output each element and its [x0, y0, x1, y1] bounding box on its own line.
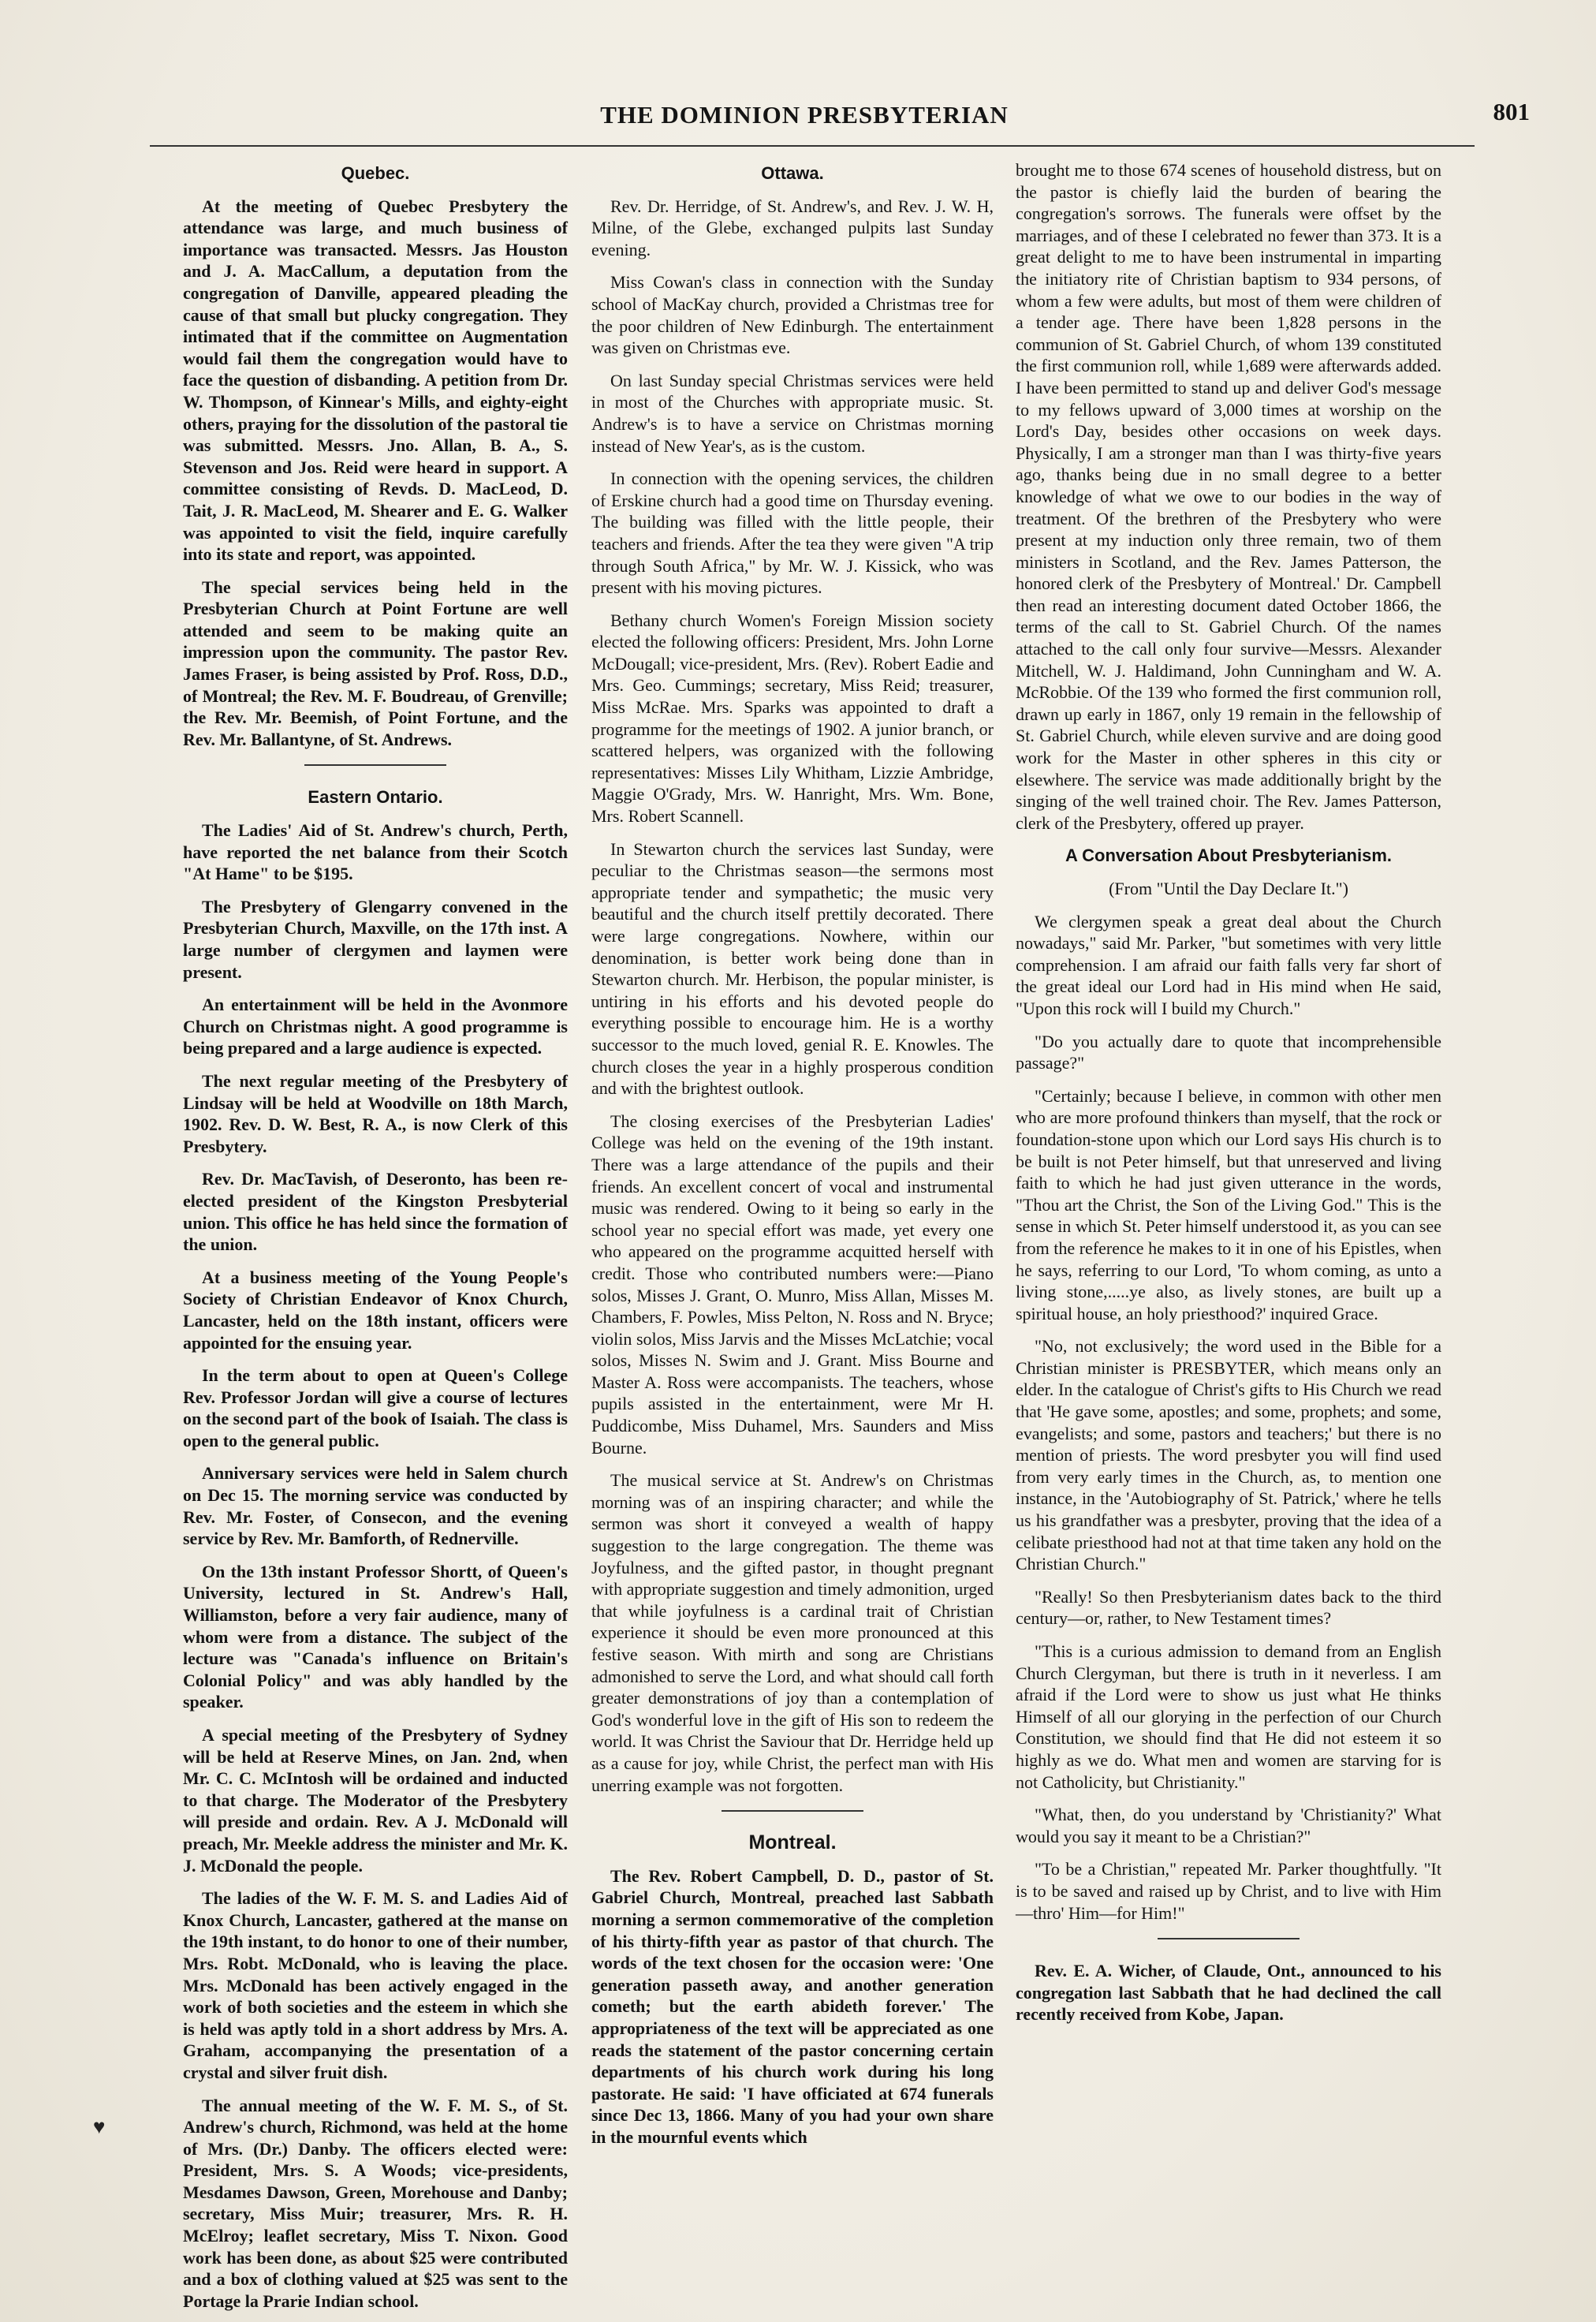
column-middle [591, 159, 994, 2147]
section-divider [1158, 1938, 1300, 1939]
paragraph: The special services being held in the Presbyterian Church at Point Fortune are well attended and seem to be making quite an impression upon the community. The pastor Rev. James Fraser, is being assisted by Prof. Ross, D.D., of Montreal; the Rev. M. F. Boudreau, of Grenville; the Rev. Mr. Beemish, of Point Fortune, and the Rev. Mr. Ballantyne, of St. Andrews. [183, 577, 568, 749]
ink-spot-icon: ♥ [93, 2115, 106, 2138]
paragraph: Rev. E. A. Wicher, of Claude, Ont., announced to his congregation last Sabbath that he had declined the call recently received from Kobe, Japan. [1016, 1961, 1441, 2025]
paragraph: At the meeting of Quebec Presbytery the attendance was large, and much business of importance was transacted. Messrs. Jas Houston and J. A. MacCallum, a deputation from the congregation of Danville, appeared pleading the cause of that small but plucky congregation. They intimated that if the committee on Augmentation would fail them the congregation would have to face the question of disbanding. A petition from Dr. W. Thompson, of Kinnear's Mills, and eighty-eight others, praying for the dissolution of the pastoral tie was submitted. Messrs. Jno. Allan, B. A., S. Stevenson and Jos. Reid were heard in support. A committee consisting of Revds. D. MacLeod, D. Tait, J. R. MacLeod, M. Shearer and E. G. Walker was appointed to visit the field, inquire carefully into its state and report, was appointed. [183, 196, 568, 565]
header-rule [150, 145, 1475, 147]
paragraph: An entertainment will be held in the Avonmore Church on Christmas night. A good programme is being prepared and a large audience is expected. [183, 995, 568, 1058]
paragraph: "No, not exclusively; the word used in the Bible for a Christian minister is PRESBYTER, which means only an elder. In the catalogue of Christ's gifts to His Church we read that 'He gave some, apostles; and some, prophets; and some, evangelists; and some, pastors and teachers;' but there is no mention of priests. The word presbyter you will find used from very early times in the Church, as, to mention one instance, in the 'Autobiography of St. Patrick,' where he tells us his grandfather was a presbyter, proving that the idea of a celibate priesthood had not at that time taken any hold on the Christian Church." [1016, 1336, 1441, 1574]
section-subtitle: (From "Until the Day Declare It.") [1109, 879, 1348, 898]
paragraph: "This is a curious admission to demand from an English Church Clergyman, but there is truth in it neverless. I am afraid if the Lord were to show us just what He thinks Himself of all our glorying in the perfection of our Church Constitution, we should find that He did not esteem it so highly as we do. What men and women are starving for is not Catholicity, but Christianity." [1016, 1641, 1441, 1792]
paragraph-continued: brought me to those 674 scenes of household distress, but on the pastor is chiefly laid the burden of bearing the congregation's sorrows. The funerals were offset by the marriages, and of these I celebrated no fewer than 373. It is a great delight to me to have been instrumental in imparting the initiatory rite of Christian baptism to 934 persons, of whom a few were adults, but most of them were children of a tender age. There have been 1,828 persons in the communion of St. Gabriel Church, of whom 139 constituted the first communion roll, while 1,689 were afterwards added. I have been permitted to stand up and deliver God's message to my fellows upward of 3,000 times at worship on the Lord's Day, besides other occasions on week days. Physically, I am a stronger man than I was thirty-five years ago, thanks being due in no small degree to a better knowledge of what we owe to our bodies in the way of treatment. Of the brethren of the Presbytery who were present at my induction only three remain, two of them ministers in Scotland, and the Rev. James Patterson, the honored clerk of the Presbytery of Montreal.' Dr. Campbell then read an interesting document dated October 1866, the terms of the call to St. Gabriel Church. Of the names attached to the call only four survive—Messrs. Alexander Mitchell, W. J. Haldimand, John Cunningham and W. A. McRobbie. Of the 139 who formed the first communion roll, drawn up early in 1867, only 19 remain in the fellowship of St. Gabriel Church, while eleven survive and are doing good work for the Master in other spheres in this city or elsewhere. The service was made additionally bright by the singing of the well trained choir. The Rev. James Patterson, clerk of the Presbytery, offered up prayer. [1016, 160, 1441, 833]
paragraph: A special meeting of the Presbytery of Sydney will be held at Reserve Mines, on Jan. 2nd, when Mr. C. C. McIntosh will be ordained and inducted to that charge. The Moderator of the Presbytery will preside and ordain. Rev. A J. McDonald will preach, Mr. Meekle address the minister and Mr. K. J. McDonald the people. [183, 1725, 568, 1876]
paragraph: "Certainly; because I believe, in common with other men who are more profound thinkers than myself, that the rock or foundation-stone upon which our Lord says His church is to be built is not Peter himself, but that unreserved and living faith to which he had just given utterance in the words, "Thou art the Christ, the Son of the Living God." This is the sense in which St. Peter himself understood it, as you can see from the reference he makes to it in one of his Epistles, when he says, referring to our Lord, 'To whom coming, as unto a living stone,.....ye also, as lively stones, are built up a spiritual house, an holy priesthood?' inquired Grace. [1016, 1085, 1441, 1323]
paragraph: The ladies of the W. F. M. S. and Ladies Aid of Knox Church, Lancaster, gathered at the manse on the 19th instant, to do honor to one of their number, Mrs. Robt. McDonald, who is leaving the place. Mrs. McDonald has been actively engaged in the work of both societies and the esteem in which she is held was aptly told in a short address by Mrs. A. Graham, accompanying the presentation of a crystal and silver fruit dish. [183, 1888, 568, 2082]
paragraph: On last Sunday special Christmas services were held in most of the Churches with appropriate music. St. Andrew's is to have a service on Christmas morning instead of New Year's, as is the custom. [591, 370, 994, 456]
paragraph: Rev. Dr. MacTavish, of Deseronto, has been re-elected president of the Kingston Presbyterial union. This office he has held since the formation of the union. [183, 1169, 568, 1255]
section-heading-conversation: A Conversation About Presbyterianism. [1065, 846, 1392, 866]
paragraph: The closing exercises of the Presbyterian Ladies' College was held on the evening of the 19th instant. There was a large attendance of the pupils and their friends. An excellent concert of vocal and instrumental music was rendered. Owing to it being so early in the school year no special effort was made, yet every one who appeared on the programme acquitted herself with credit. Those who contributed numbers were:—Piano solos, Misses J. Grant, O. Munro, Miss Allan, Misses M. Chambers, F. Powles, Miss Pelton, N. Ross and N. Bryce; violin solos, Miss Jarvis and the Misses McLatchie; vocal solos, Misses N. Swim and J. Grant. Miss Bourne and Master A. Ross were accompanists. The teachers, whose pupils assisted in the entertainment, were Mr H. Puddicombe, Miss Duhamel, Mrs. Saunders and Miss Bourne. [591, 1111, 994, 1458]
paragraph: The next regular meeting of the Presbytery of Lindsay will be held at Woodville on 18th March, 1902. Rev. D. W. Best, R. A., is now Clerk of this Presbytery. [183, 1070, 568, 1156]
paragraph: The Ladies' Aid of St. Andrew's church, Perth, have reported the net balance from their Scotch "At Hame" to be $195. [183, 820, 568, 884]
paragraph: The Presbytery of Glengarry convened in the Presbyterian Church, Maxville, on the 17th inst. A large number of clergymen and laymen were present. [183, 896, 568, 982]
paragraph: "Really! So then Presbyterianism dates back to the third century—or, rather, to New Testament times? [1016, 1586, 1441, 1629]
paragraph: Rev. Dr. Herridge, of St. Andrew's, and Rev. J. W. H, Milne, of the Glebe, exchanged pulpits last Sunday evening. [591, 196, 994, 259]
paragraph: "What, then, do you understand by 'Christianity?' What would you say it meant to be a Christian?" [1016, 1805, 1441, 1846]
section-heading-quebec: Quebec. [341, 163, 410, 183]
section-heading-montreal: Montreal. [748, 1831, 837, 1854]
paragraph: On the 13th instant Professor Shortt, of Queen's University, lectured in St. Andrew's Hall, Williamston, before a very fair audience, many of whom were from a distance. The subject of the lecture was "Canada's influence on Britain's Colonial Policy" and was ably handled by the speaker. [183, 1561, 568, 1712]
paragraph: In the term about to open at Queen's College Rev. Professor Jordan will give a course of lectures on the second part of the book of Isaiah. The class is open to the general public. [183, 1365, 568, 1450]
paragraph: We clergymen speak a great deal about the Church nowadays," said Mr. Parker, "but sometimes with very little comprehension. I am afraid our faith falls very far short of the great ideal our Lord had in His mind when He said, "Upon this rock will I build my Church." [1016, 911, 1441, 1018]
section-heading-eastern-ontario: Eastern Ontario. [308, 787, 443, 808]
paragraph: The annual meeting of the W. F. M. S., of St. Andrew's church, Richmond, was held at the home of Mrs. (Dr.) Danby. The officers elected were: President, Mrs. S. A Woods; vice-presidents, Mesdames Dawson, Green, Morehouse and Danby; secretary, Miss Muir; treasurer, Mrs. R. H. McElroy; leaflet secretary, Miss T. Nixon. Good work has been done, as about $25 were contributed and a box of clothing valued at $25 was sent to the Portage la Prarie Indian school. [183, 2095, 568, 2311]
paragraph: The musical service at St. Andrew's on Christmas morning was of an inspiring character; and while the sermon was short it conveyed a wealth of happy suggestion to the large congregation. The theme was Joyfulness, and the gifted pastor, in thought pregnant with appropriate suggestion and timely admonition, urged that while joyfulness is a cardinal trait of Christian experience it should be even more pronounced at this festive season. With mirth and song are Christians admonished to serve the Lord, and what should call forth greater demonstrations of joy than a contemplation of God's wonderful love in the gift of His son to redeem the world. It was Christ the Saviour that Dr. Herridge held up as a cause for joy, while Christ, the perfect man with His unerring example was not forgotten. [591, 1470, 994, 1795]
section-divider [722, 1810, 863, 1812]
masthead [79, 98, 1530, 139]
paragraph: In Stewarton church the services last Sunday, were peculiar to the Christmas season—the sermons most appropriate tender and sympathetic; the music very beautiful and the church itself prettily decorated. There were large congregations. Nowhere, within our denomination, is better work being done than in Stewarton church. Mr. Herbison, the popular minister, is untiring in his efforts and his devoted people do everything possible to encourage him. He is a worthy successor to the much loved, genial R. E. Knowles. The church closes the year in a highly prosperous condition and with the brightest outlook. [591, 838, 994, 1099]
column-left [183, 159, 568, 2311]
paragraph: "Do you actually dare to quote that incomprehensible passage?" [1016, 1031, 1441, 1073]
paragraph: "To be a Christian," repeated Mr. Parker thoughtfully. "It is to be saved and raised up by Christ, and to live with Him—thro' Him—for Him!" [1016, 1859, 1441, 1923]
paragraph: Miss Cowan's class in connection with the Sunday school of MacKay church, provided a Christmas tree for the poor children of New Edinburgh. The entertainment was given on Christmas eve. [591, 272, 994, 358]
paragraph: In connection with the opening services, the children of Erskine church had a good time on Thursday evening. The building was filled with the little people, their teachers and friends. After the tea they were given "A trip through South Africa," by Mr. W. J. Kissick, who was present with his moving pictures. [591, 469, 994, 598]
publication-title: THE DOMINION PRESBYTERIAN [600, 101, 1009, 129]
paragraph: At a business meeting of the Young People's Society of Christian Endeavor of Knox Church, Lancaster, held on the 18th instant, officers were appointed for the ensuing year. [183, 1267, 568, 1353]
paragraph: Bethany church Women's Foreign Mission society elected the following officers: President, Mrs. John Lorne McDougall; vice-president, Mrs. (Rev). Robert Eadie and Mrs. Geo. Cummings; secretary, Miss Reid; treasurer, Miss McRae. Mrs. Sparks was appointed to draft a programme for the meetings of 1902. A junior branch, or scattered helpers, was organized with the following representatives: Misses Lily Whitham, Lizzie Ambridge, Maggie O'Grady, Mrs. W. Hanright, Mrs. Wm. Bone, Mrs. Robert Scannell. [591, 610, 994, 827]
page-number: 801 [1493, 98, 1530, 125]
paragraph: Anniversary services were held in Salem church on Dec 15. The morning service was conducted by Rev. Mr. Foster, of Consecon, and the evening service by Rev. Mr. Bamforth, of Rednerville. [183, 1463, 568, 1549]
section-heading-ottawa: Ottawa. [761, 163, 824, 183]
column-right [1016, 159, 1441, 2125]
section-divider [304, 764, 446, 766]
paragraph: The Rev. Robert Campbell, D. D., pastor of St. Gabriel Church, Montreal, preached last Sabbath morning a sermon commemorative of the completion of his thirty-fifth year as pastor of that church. The words of the text chosen for the occasion were: 'One generation passeth away, and another generation cometh; but the earth abideth forever.' The appropriateness of the text will be appreciated as one reads the statement of the pastor concerning certain departments of his church work during his long pastorate. He said: 'I have officiated at 674 funerals since Dec 13, 1866. Many of you had your own share in the mournful events which [591, 1865, 994, 2147]
